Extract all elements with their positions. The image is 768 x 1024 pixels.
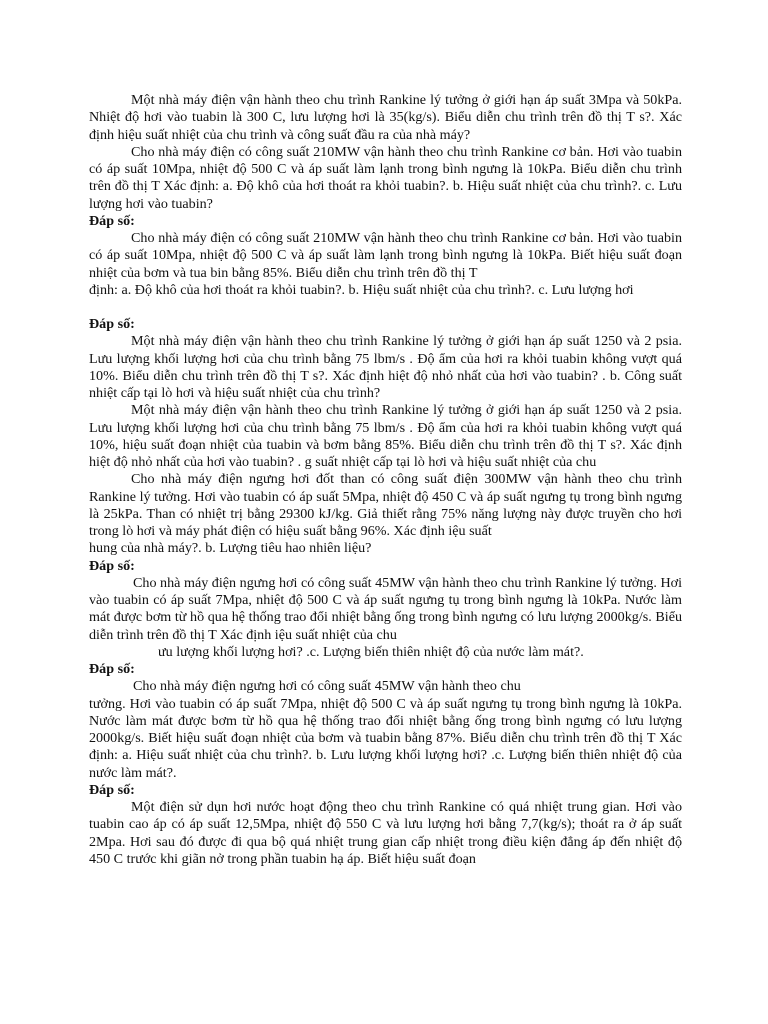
problem-6: Cho nhà máy điện ngưng hơi đốt than có công suất điện 300MW vận hành theo chu trình Rankine lý tưởng. Hơi vào tuabin có áp suất 5Mpa, nhiệt độ 450 C và áp suất ngưng tụ trong bình ngưng là 25kPa. Than có nhiệt trị bằng 29300 kJ/kg. Giả thiết rằng 75% năng lượng này được truyền cho hơi trong lò hơi và máy phát điện có hiệu suất bằng 96%. Xác định iệu suất — [89, 471, 682, 539]
blank-line — [89, 299, 682, 316]
answer-label: Đáp số: — [89, 661, 135, 677]
answer-label: Đáp số: — [89, 557, 135, 574]
problem-9: Một điện sử dụn hơi nước hoạt động theo chu trình Rankine có quá nhiệt trung gian. Hơi vào tuabin cao áp có áp suất 12,5Mpa, nhiệt độ 550 C và lưu lượng hơi bằng 7,7(kg/s); thoát ra ở áp suất 2Mpa. Hơi sau đó được đi qua bộ quá nhiệt trung gian cấp nhiệt trong điều kiện đẳng áp đến nhiệt độ 450 C trước khi giãn nở trong phần tuabin hạ áp. Biết hiệu suất đoạn — [89, 799, 682, 867]
problem-7-continued: ưu lượng khối lượng hơi? .c. Lượng biến thiên nhiệt độ của nước làm mát?. — [158, 643, 584, 660]
problem-4: Một nhà máy điện vận hành theo chu trình Rankine lý tưởng ở giới hạn áp suất 1250 và 2 psia. Lưu lượng khối lượng hơi của chu trình bằng 75 lbm/s . Độ ẩm của hơi ra khỏi tuabin không vượt quá 10%. Biểu diễn chu trình trên đồ thị T s?. Xác định hiệt độ nhỏ nhất của hơi vào tuabin? . b. Công suất nhiệt cấp tại lò hơi và hiệu suất nhiệt của chu trình? — [89, 333, 682, 401]
problem-5: Một nhà máy điện vận hành theo chu trình Rankine lý tưởng ở giới hạn áp suất 1250 và 2 psia. Lưu lượng khối lượng hơi của chu trình bằng 75 lbm/s . Độ ẩm của hơi ra khỏi tuabin không vượt quá 10%, hiệu suất đoạn nhiệt của tuabin và bơm bằng 85%. Biểu diễn chu trình trên đồ thị T s?. Xác định hiệt độ nhỏ nhất của hơi vào tuabin? . g suất nhiệt cấp tại lò hơi và hiệu suất nhiệt của chu — [89, 402, 682, 470]
problem-3-continued: định: a. Độ khô của hơi thoát ra khỏi tuabin?. b. Hiệu suất nhiệt của chu trình?. c. Lưu lượng hơi — [89, 281, 634, 298]
problem-8-continued: tưởng. Hơi vào tuabin có áp suất 7Mpa, nhiệt độ 500 C và áp suất ngưng tụ trong bình ngưng là 10kPa. Nước làm mát được bơm từ hồ qua hệ thống trao đổi nhiệt bằng ống trong bình ngưng có lưu lượng 2000kg/s. Biết hiệu suất đoạn nhiệt của bơm và tuabin bằng 87%. Biểu diễn chu trình trên đồ thị T Xác định: a. Hiệu suất nhiệt của chu trình?. b. Lưu lượng khối lượng hơi? .c. Lượng biến thiên nhiệt độ của nước làm mát?. — [89, 695, 682, 781]
problem-3: Cho nhà máy điện có công suất 210MW vận hành theo chu trình Rankine cơ bản. Hơi vào tuabin có áp suất 10Mpa, nhiệt độ 500 C và áp suất làm lạnh trong bình ngưng là 10kPa. Biết hiệu suất đoạn nhiệt của bơm và tua bin bằng 85%. Biểu diễn chu trình trên đồ thị T — [89, 230, 682, 281]
problem-2: Cho nhà máy điện có công suất 210MW vận hành theo chu trình Rankine cơ bản. Hơi vào tuabin có áp suất 10Mpa, nhiệt độ 500 C và áp suất làm lạnh trong bình ngưng là 10kPa. Biểu diễn chu trình trên đồ thị T Xác định: a. Độ khô của hơi thoát ra khỏi tuabin?. b. Hiệu suất nhiệt của chu trình?. c. Lưu lượng hơi vào tuabin? — [89, 143, 682, 212]
problem-8: Cho nhà máy điện ngưng hơi có công suất 45MW vận hành theo chu — [133, 678, 521, 695]
answer-label: Đáp số: — [89, 316, 135, 332]
problem-6-continued: hung của nhà máy?. b. Lượng tiêu hao nhiên liệu? — [89, 540, 372, 557]
answer-label: Đáp số: — [89, 781, 135, 798]
problem-1: Một nhà máy điện vận hành theo chu trình Rankine lý tưởng ở giới hạn áp suất 3Mpa và 50kPa. Nhiệt độ hơi vào tuabin là 300 C, lưu lượng hơi là 35(kg/s). Biểu diễn chu trình trên đồ thị T s?. Xác định hiệu suất nhiệt của chu trình và công suất đầu ra của nhà máy? — [89, 92, 682, 143]
answer-label: Đáp số: — [89, 212, 135, 229]
problem-7: Cho nhà máy điện ngưng hơi có công suất 45MW vận hành theo chu trình Rankine lý tưởng. Hơi vào tuabin có áp suất 7Mpa, nhiệt độ 500 C và áp suất ngưng tụ trong bình ngưng là 10kPa. Nước làm mát được bơm từ hồ qua hệ thống trao đổi nhiệt bằng ống trong bình ngưng có lưu lượng 2000kg/s. Biểu diễn trình trên đồ thị T Xác định iệu suất nhiệt của chu — [89, 574, 682, 643]
